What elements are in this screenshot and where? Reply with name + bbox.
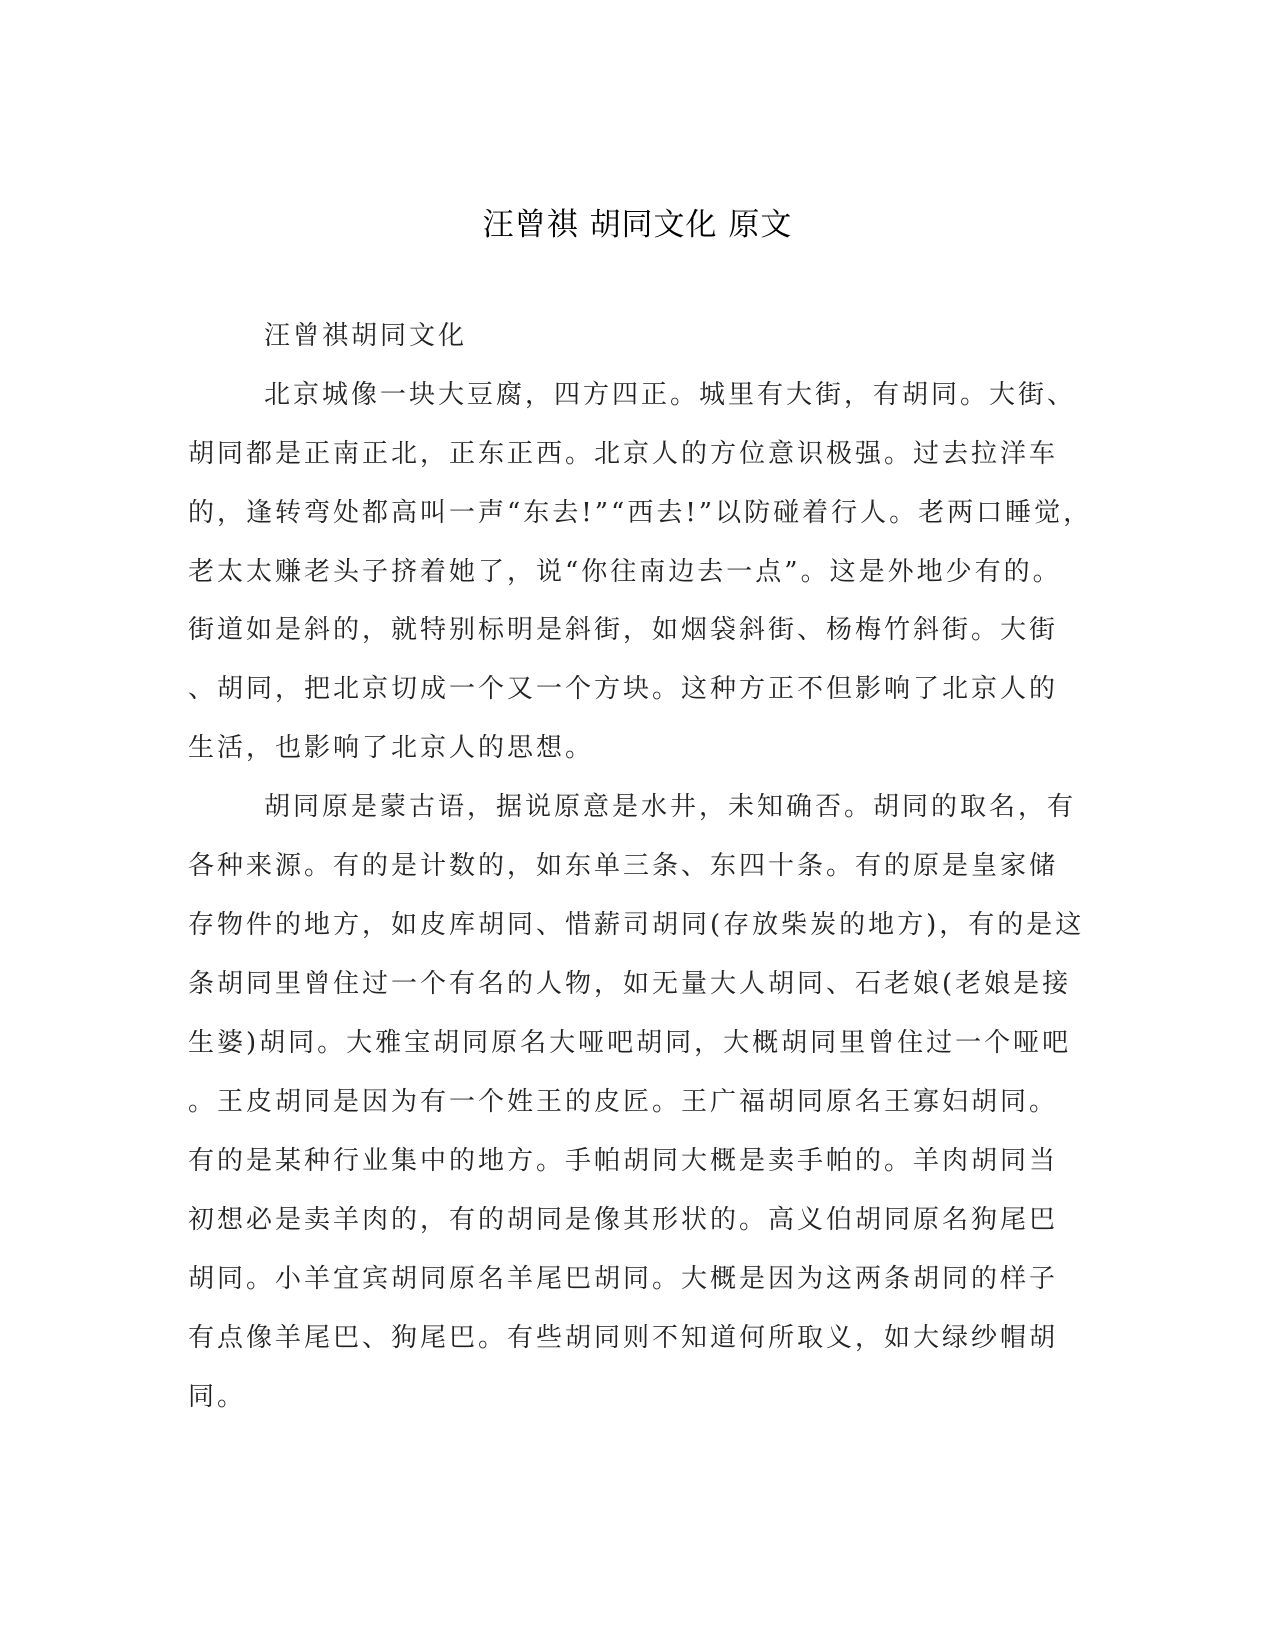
text-line: 胡同原是蒙古语，据说原意是水井，未知确否。胡同的取名，有: [264, 792, 1077, 822]
text-line: 有点像羊尾巴、狗尾巴。有些胡同则不知道何所取义，如大绿纱帽胡: [188, 1323, 1059, 1353]
text-line: 初想必是卖羊肉的，有的胡同是像其形状的。高义伯胡同原名狗尾巴: [188, 1205, 1059, 1235]
text-line: 同。: [188, 1382, 247, 1412]
text-line: 胡同都是正南正北，正东正西。北京人的方位意识极强。过去拉洋车: [188, 439, 1059, 469]
document-title: 汪曾祺 胡同文化 原文: [482, 207, 793, 243]
text-line: 老太太赚老头子挤着她了，说“你往南边去一点”。这是外地少有的。: [188, 557, 1062, 587]
text-line: 存物件的地方，如皮库胡同、惜薪司胡同(存放柴炭的地方)，有的是这: [188, 910, 1085, 940]
text-line: 、胡同，把北京切成一个又一个方块。这种方正不但影响了北京人的: [188, 674, 1059, 704]
text-line: 生婆)胡同。大雅宝胡同原名大哑吧胡同，大概胡同里曾住过一个哑吧: [188, 1028, 1072, 1058]
text-line: 街道如是斜的，就特别标明是斜街，如烟袋斜街、杨梅竹斜街。大街: [188, 615, 1059, 645]
text-line: 北京城像一块大豆腐，四方四正。城里有大街，有胡同。大街、: [264, 380, 1077, 410]
text-line: 生活，也影响了北京人的思想。: [188, 733, 595, 763]
text-line: 胡同。小羊宜宾胡同原名羊尾巴胡同。大概是因为这两条胡同的样子: [188, 1264, 1059, 1294]
text-line: 条胡同里曾住过一个有名的人物，如无量大人胡同、石老娘(老娘是接: [188, 969, 1072, 999]
text-line: 汪曾祺胡同文化: [264, 321, 468, 351]
text-line: 有的是某种行业集中的地方。手帕胡同大概是卖手帕的。羊肉胡同当: [188, 1146, 1059, 1176]
text-line: 的，逢转弯处都高叫一声“东去!”“西去!”以防碰着行人。老两口睡觉，: [188, 498, 1093, 528]
text-line: 各种来源。有的是计数的，如东单三条、东四十条。有的原是皇家储: [188, 851, 1059, 881]
text-line: 。王皮胡同是因为有一个姓王的皮匠。王广福胡同原名王寡妇胡同。: [188, 1087, 1059, 1117]
